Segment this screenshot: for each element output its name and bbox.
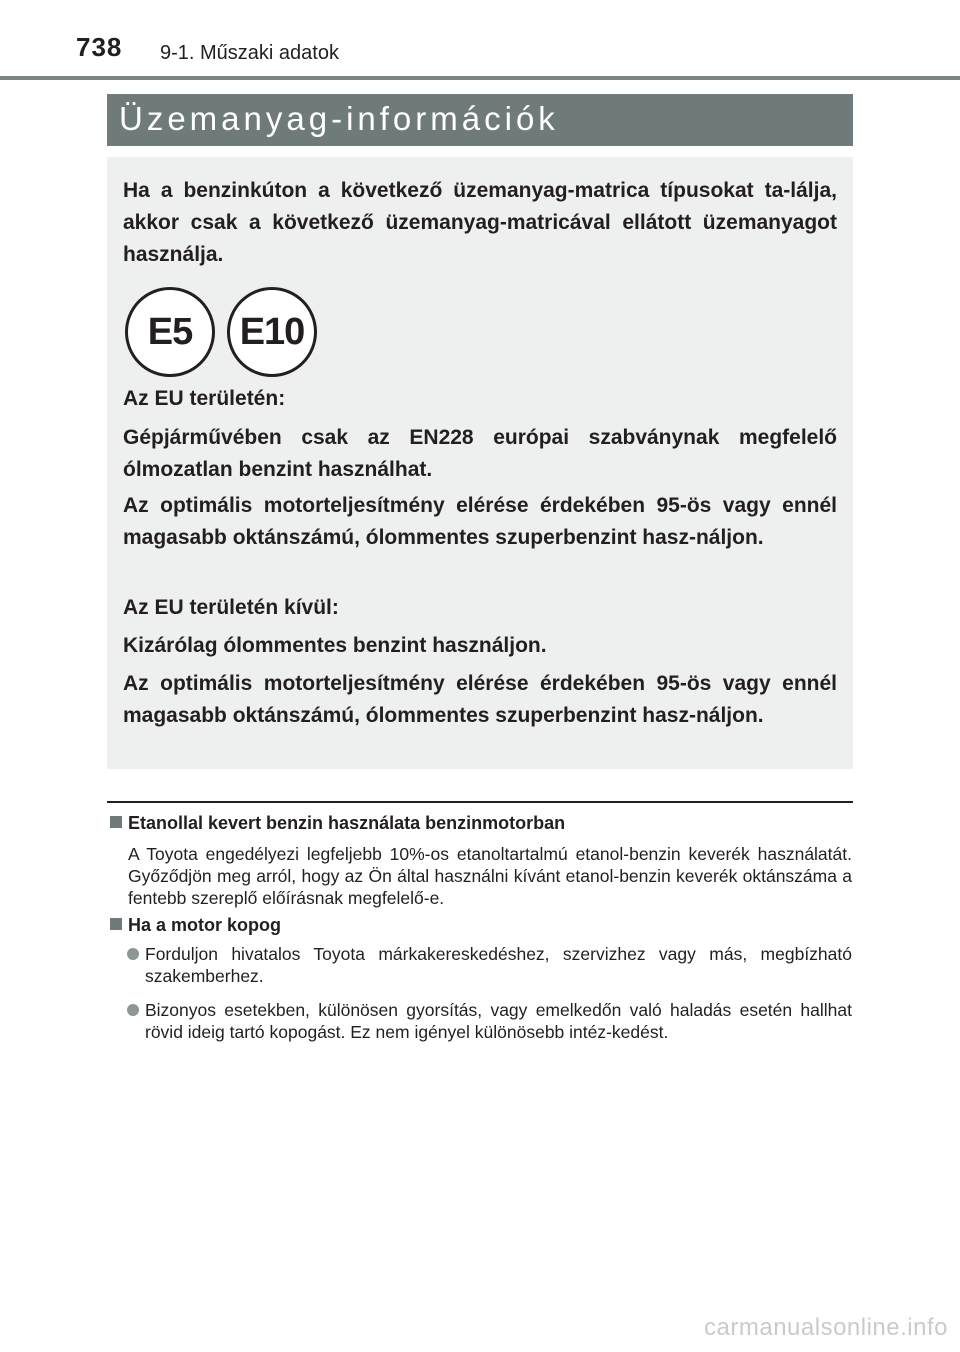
list-item-text: Bizonyos esetekben, különösen gyorsítás, vagy emelkedőn való haladás esetén hallhat rövid ideig tartó kopogást. Ez nem igényel különösebb intéz-kedést.: [145, 1000, 852, 1042]
chapter-title: 9-1. Műszaki adatok: [160, 42, 339, 64]
fuel-info-box: [107, 157, 853, 769]
note-heading-ethanol: [110, 813, 565, 834]
list-item-text: Forduljon hivatalos Toyota márkakereskedéshez, szervizhez vagy más, megbízható szakemberhez.: [145, 944, 852, 986]
non-eu-text-2: Az optimális motorteljesítmény elérése érdekében 95-ös vagy ennél magasabb oktánszámú, ólommentes szuperbenzint hasz-náljon.: [123, 672, 837, 727]
section-title: Üzemanyag-információk: [119, 100, 559, 137]
eu-text-1: Gépjárművében csak az EN228 európai szabványnak megfelelő ólmozatlan benzint használhat.: [123, 426, 837, 481]
watermark: carmanualsonline.info: [704, 1314, 948, 1341]
e5-fuel-label-icon: E5: [125, 287, 215, 377]
header-divider: [0, 76, 960, 80]
non-eu-heading: Az EU területén kívül:: [123, 596, 339, 619]
square-bullet-icon: [110, 816, 122, 828]
page-header: [0, 0, 960, 80]
section-title-bar: [107, 94, 853, 146]
circle-bullet-icon: [127, 948, 139, 960]
note-heading-knocking: [110, 915, 281, 936]
note-text-ethanol: A Toyota engedélyezi legfeljebb 10%-os etanoltartalmú etanol-benzin keverék használatát. Győződjön meg arról, hogy az Ön által használni kívánt etanol-benzin keverék oktánszáma a fentebb szereplő előírásnak megfelelő-e.: [128, 844, 852, 908]
eu-text-2: Az optimális motorteljesítmény elérése érdekében 95-ös vagy ennél magasabb oktánszámú, ólommentes szuperbenzint hasz-náljon.: [123, 494, 837, 549]
section-divider: [107, 801, 853, 803]
square-bullet-icon: [110, 918, 122, 930]
fuel-label-badges: [125, 287, 325, 377]
note-heading-text: Etanollal kevert benzin használata benzinmotorban: [128, 813, 566, 833]
note-heading-text: Ha a motor kopog: [128, 915, 282, 935]
circle-bullet-icon: [127, 1004, 139, 1016]
eu-heading: Az EU területén:: [123, 387, 286, 410]
non-eu-text-1: Kizárólag ólommentes benzint használjon.: [123, 634, 547, 657]
page-number: 738: [76, 32, 123, 62]
fuel-label-intro: Ha a benzinkúton a következő üzemanyag-matrica típusokat ta-lálja, akkor csak a következő üzemanyag-matricával ellátott üzemanyagot használja.: [123, 179, 837, 266]
e10-fuel-label-icon: E10: [227, 287, 317, 377]
